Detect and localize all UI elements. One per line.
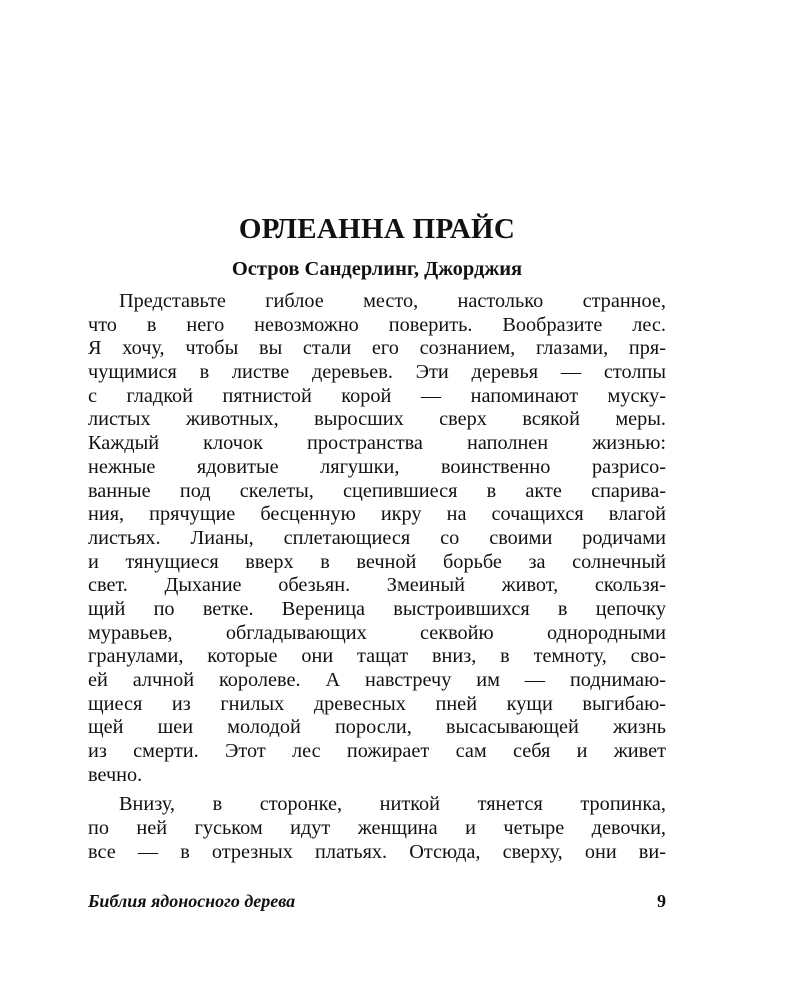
text-line: ния, прячущие бесценную икру на сочащихся влагой: [88, 503, 666, 526]
book-page: [88, 0, 666, 1000]
text-line: муравьев, обгладывающих секвойю однородными: [88, 621, 666, 644]
text-line: с гладкой пятнистой корой — напоминают муску-: [88, 384, 666, 407]
body-text: [88, 290, 666, 865]
text-line: по ней гуськом идут женщина и четыре девочки,: [88, 817, 666, 840]
text-line: листых животных, выросших сверх всякой меры.: [88, 408, 666, 431]
text-line: Каждый клочок пространства наполнен жизнью:: [88, 432, 666, 455]
text-line: вечно.: [88, 763, 143, 786]
paragraph-1: [88, 290, 666, 787]
text-line: щий по ветке. Вереница выстроившихся в цепочку: [88, 597, 666, 620]
paragraph-2: [88, 793, 666, 864]
text-line: щиеся из гнилых древесных пней кущи выгибаю-: [88, 692, 666, 715]
running-footer-title: Библия ядоносного дерева: [88, 891, 296, 911]
chapter-subtitle: Остров Сандерлинг, Джорджия: [231, 258, 523, 280]
page-number: 9: [657, 891, 666, 911]
text-line: чущимися в листве деревьев. Эти деревья — столпы: [88, 361, 666, 384]
text-line: что в него невозможно поверить. Вообразите лес.: [88, 313, 666, 336]
page-footer: [88, 888, 666, 914]
text-line: Представьте гиблое место, настолько странное,: [119, 290, 666, 312]
text-line: ей алчной королеве. А навстречу им — поднимаю-: [88, 669, 666, 691]
text-line: и тянущиеся вверх в вечной борьбе за солнечный: [88, 550, 666, 573]
text-line: ванные под скелеты, сцепившиеся в акте спарива-: [88, 479, 666, 502]
text-line: свет. Дыхание обезьян. Змеиный живот, скользя-: [88, 574, 666, 597]
text-line: из смерти. Этот лес пожирает сам себя и живет: [88, 740, 666, 763]
chapter-title: ОРЛЕАННА ПРАЙС: [238, 213, 516, 245]
text-line: гранулами, которые они тащат вниз, в темноту, сво-: [88, 645, 666, 668]
text-line: листьях. Лианы, сплетающиеся со своими родичами: [88, 526, 666, 549]
text-line: щей шеи молодой поросли, высасывающей жизнь: [88, 716, 666, 739]
text-line: нежные ядовитые лягушки, воинственно разрисо-: [88, 455, 666, 478]
text-line: Внизу, в сторонке, ниткой тянется тропинка,: [119, 793, 666, 816]
text-line: все — в отрезных платьях. Отсюда, сверху, они ви-: [88, 840, 666, 863]
text-line: Я хочу, чтобы вы стали его сознанием, глазами, пря-: [88, 337, 666, 360]
